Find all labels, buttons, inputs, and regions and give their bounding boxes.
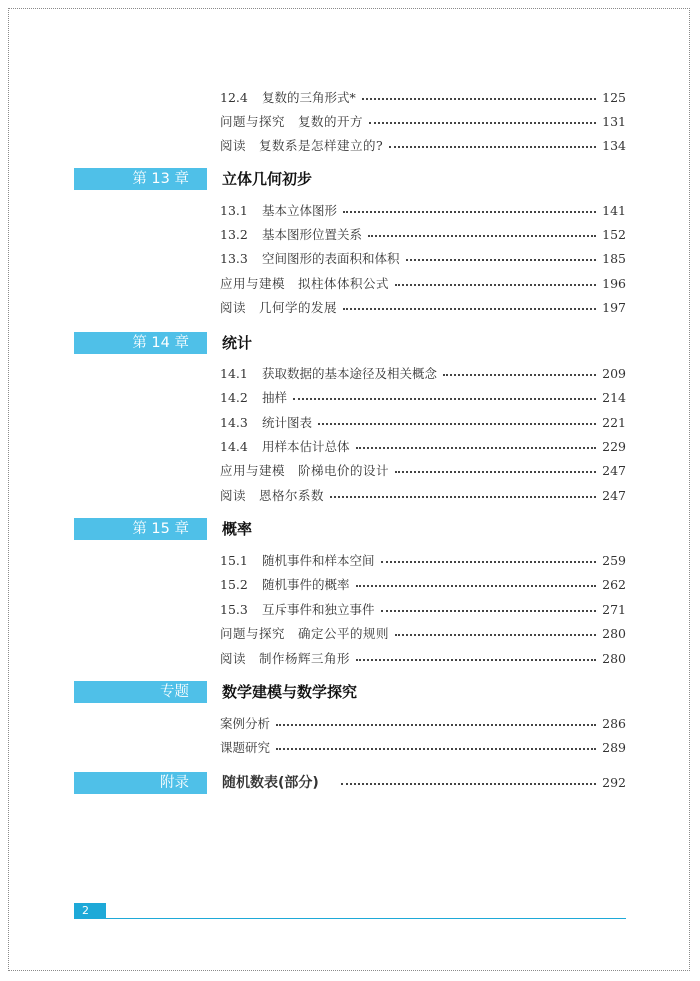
section-number: 13.2 — [220, 227, 248, 242]
toc-entry[interactable] — [220, 388, 626, 408]
section-title: 互斥事件和独立事件 — [262, 602, 375, 617]
page-number: 152 — [602, 227, 626, 242]
toc-entry[interactable] — [220, 225, 626, 245]
section-title: 阅读 复数系是怎样建立的? — [220, 138, 384, 153]
section-title: 基本图形位置关系 — [262, 227, 363, 242]
page-number: 134 — [602, 138, 626, 153]
toc-entry[interactable] — [220, 461, 626, 481]
toc-entry[interactable] — [220, 486, 626, 506]
toc-entry[interactable] — [220, 714, 626, 734]
chapter-label: 第 15 章 — [74, 518, 207, 540]
dot-leader — [343, 308, 596, 310]
chapter-title[interactable]: 立体几何初步 — [222, 170, 313, 188]
dot-leader — [293, 398, 596, 400]
dot-leader — [356, 585, 597, 587]
section-title: 课题研究 — [220, 740, 271, 755]
section-title: 用样本估计总体 — [262, 439, 350, 454]
toc-entry[interactable] — [220, 413, 626, 433]
section-title: 阅读 制作杨辉三角形 — [220, 651, 351, 666]
dot-leader — [368, 235, 596, 237]
dot-leader — [276, 748, 596, 750]
dot-leader — [395, 284, 596, 286]
toc-entry[interactable] — [220, 298, 626, 318]
section-title: 获取数据的基本途径及相关概念 — [262, 366, 438, 381]
page-number: 141 — [602, 203, 626, 218]
page-number: 247 — [602, 488, 626, 503]
toc-entry[interactable] — [220, 649, 626, 669]
dot-leader — [381, 610, 597, 612]
toc-entry[interactable] — [222, 773, 626, 793]
section-number: 14.4 — [220, 439, 248, 454]
section-title: 阅读 几何学的发展 — [220, 300, 338, 315]
toc-entry[interactable] — [220, 364, 626, 384]
section-title: 问题与探究 复数的开方 — [220, 114, 364, 129]
section-title: 复数的三角形式* — [262, 90, 356, 105]
section-title: 应用与建模 拟柱体体积公式 — [220, 276, 390, 291]
section-title: 抽样 — [262, 390, 288, 405]
chapter-label: 第 14 章 — [74, 332, 207, 354]
footer-page-number: 2 — [74, 903, 106, 919]
toc-entry[interactable] — [220, 738, 626, 758]
section-title: 统计图表 — [262, 415, 313, 430]
toc-entry[interactable] — [220, 575, 626, 595]
page-number: 289 — [602, 740, 626, 755]
footer-rule — [106, 918, 626, 919]
page-number: 247 — [602, 463, 626, 478]
dot-leader — [276, 724, 596, 726]
section-title: 空间图形的表面积和体积 — [262, 251, 400, 266]
section-number: 14.1 — [220, 366, 248, 381]
dot-leader — [362, 98, 596, 100]
toc-entry[interactable] — [220, 201, 626, 221]
toc-entry[interactable] — [220, 112, 626, 132]
page-number: 280 — [602, 651, 626, 666]
section-title: 问题与探究 确定公平的规则 — [220, 626, 390, 641]
toc-entry[interactable] — [220, 274, 626, 294]
page-number: 214 — [602, 390, 626, 405]
page-number: 131 — [602, 114, 626, 129]
dot-leader — [395, 634, 596, 636]
toc-entry[interactable] — [220, 624, 626, 644]
section-title: 随机事件和样本空间 — [262, 553, 375, 568]
dot-leader — [443, 374, 596, 376]
page-number: 196 — [602, 276, 626, 291]
chapter-label: 专题 — [74, 681, 207, 703]
section-number: 14.2 — [220, 390, 248, 405]
dot-leader — [330, 496, 596, 498]
section-title: 应用与建模 阶梯电价的设计 — [220, 463, 390, 478]
chapter-title[interactable]: 数学建模与数学探究 — [222, 683, 358, 701]
section-number: 15.1 — [220, 553, 248, 568]
dot-leader — [381, 561, 597, 563]
dot-leader — [318, 423, 596, 425]
page-number: 259 — [602, 553, 626, 568]
section-number: 12.4 — [220, 90, 248, 105]
dot-leader — [389, 146, 596, 148]
dot-leader — [369, 122, 596, 124]
dot-leader — [341, 783, 596, 785]
page-number: 262 — [602, 577, 626, 592]
chapter-title[interactable]: 概率 — [222, 520, 253, 538]
section-number: 14.3 — [220, 415, 248, 430]
section-number: 15.3 — [220, 602, 248, 617]
page-number: 280 — [602, 626, 626, 641]
dot-leader — [343, 211, 596, 213]
page-number: 125 — [602, 90, 626, 105]
toc-entry[interactable] — [220, 600, 626, 620]
section-title: 随机事件的概率 — [262, 577, 350, 592]
section-title: 阅读 恩格尔系数 — [220, 488, 325, 503]
page-number: 209 — [602, 366, 626, 381]
toc-entry[interactable] — [220, 88, 626, 108]
chapter-title[interactable]: 统计 — [222, 334, 253, 352]
section-number: 13.3 — [220, 251, 248, 266]
page-number: 292 — [602, 775, 626, 790]
dot-leader — [356, 447, 597, 449]
page-number: 197 — [602, 300, 626, 315]
section-title: 基本立体图形 — [262, 203, 338, 218]
dot-leader — [395, 471, 596, 473]
chapter-label: 附录 — [74, 772, 207, 794]
page-number: 286 — [602, 716, 626, 731]
page-number: 271 — [602, 602, 626, 617]
section-number: 15.2 — [220, 577, 248, 592]
section-title: 案例分析 — [220, 716, 271, 731]
page-number: 221 — [602, 415, 626, 430]
page-number: 229 — [602, 439, 626, 454]
dot-leader — [406, 259, 597, 261]
page-number: 185 — [602, 251, 626, 266]
toc-entry[interactable] — [220, 136, 626, 156]
dot-leader — [356, 659, 596, 661]
toc-entry[interactable] — [220, 437, 626, 457]
section-number: 13.1 — [220, 203, 248, 218]
toc-entry[interactable] — [220, 249, 626, 269]
toc-entry[interactable] — [220, 551, 626, 571]
chapter-label: 第 13 章 — [74, 168, 207, 190]
chapter-title: 随机数表(部分) — [222, 775, 319, 791]
